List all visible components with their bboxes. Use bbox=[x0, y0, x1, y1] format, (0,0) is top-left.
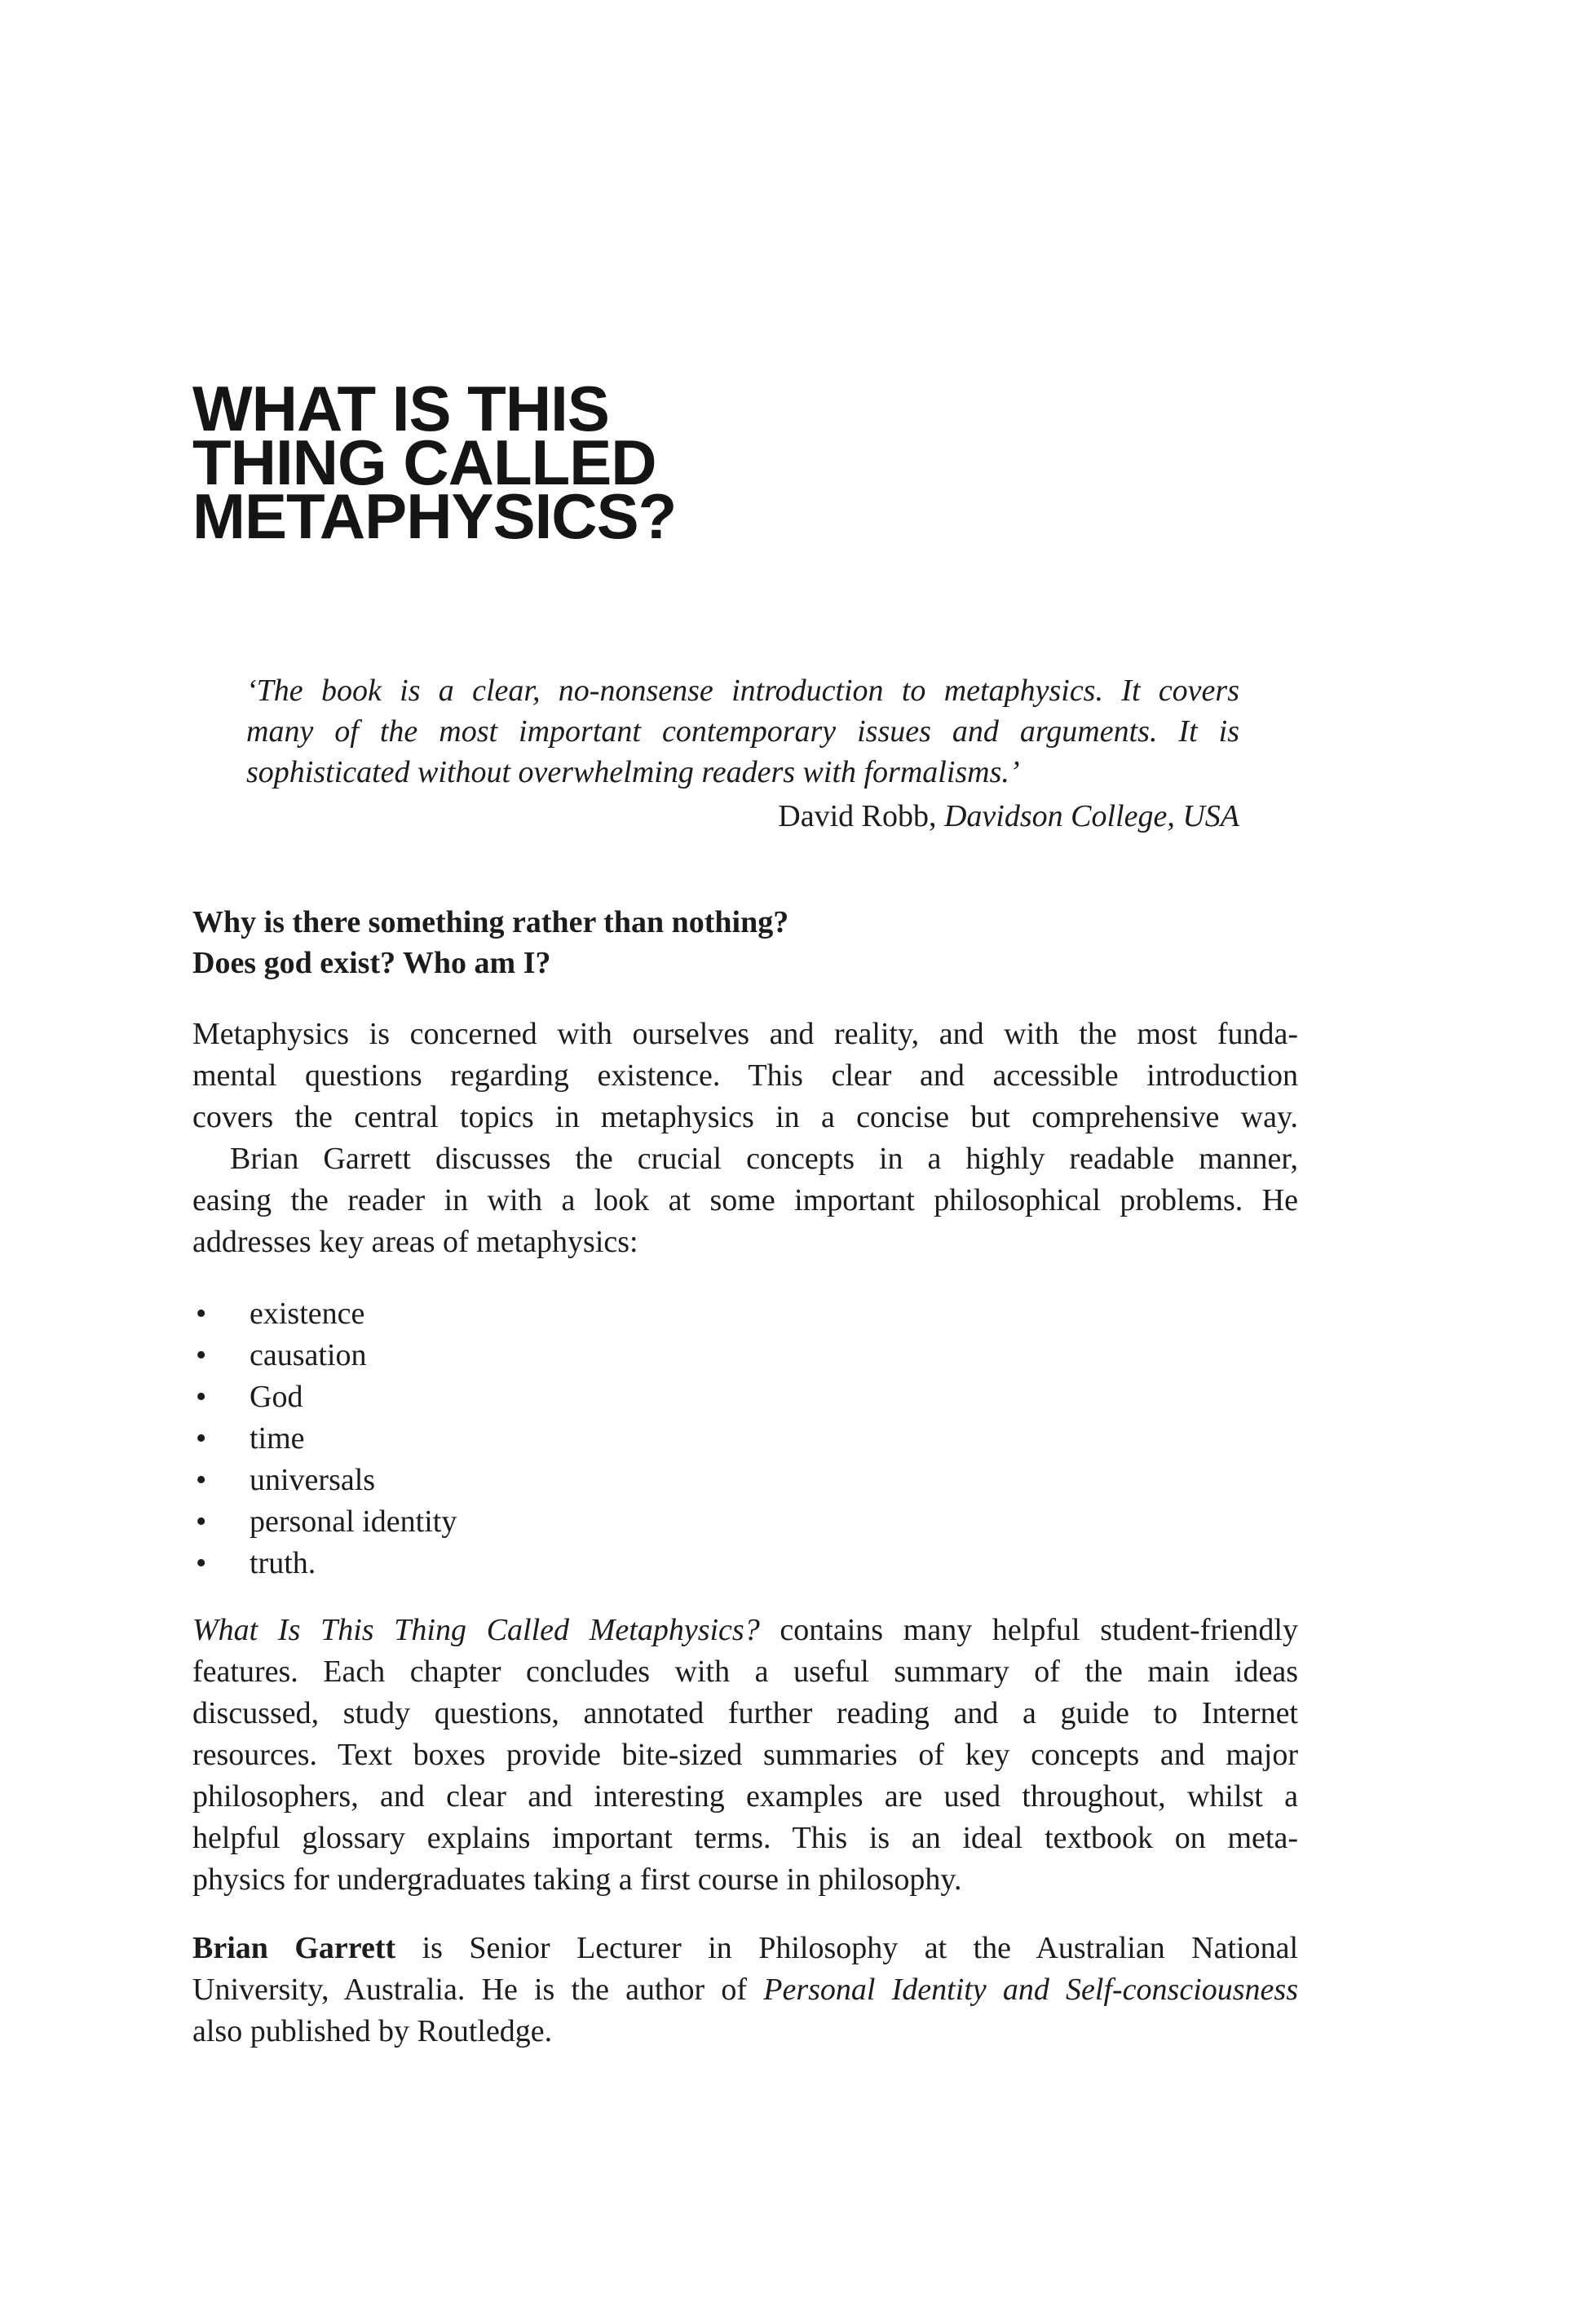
quote-line: sophisticated without overwhelming readers with formalisms.’ bbox=[246, 755, 1020, 789]
bullet-icon: • bbox=[196, 1546, 207, 1580]
list-item bbox=[192, 1335, 457, 1376]
list-item-label: time bbox=[250, 1421, 305, 1456]
list-item-label: truth. bbox=[250, 1546, 316, 1580]
features-paragraph bbox=[192, 1610, 1298, 1901]
list-item bbox=[192, 1376, 457, 1418]
text-line bbox=[192, 1928, 1298, 1969]
list-item-label: universals bbox=[250, 1463, 376, 1497]
bullet-icon: • bbox=[196, 1421, 207, 1456]
bullet-icon: • bbox=[196, 1338, 207, 1372]
text-line: resources. Text boxes provide bite-sized summaries of key concepts and major bbox=[192, 1738, 1298, 1772]
book-title-reference: What Is This Thing Called Metaphysics? bbox=[192, 1613, 760, 1647]
author-name: Brian Garrett bbox=[192, 1931, 396, 1965]
key-questions bbox=[192, 902, 1301, 983]
list-item-label: personal identity bbox=[250, 1504, 457, 1539]
author-bio bbox=[192, 1928, 1298, 2052]
list-item bbox=[192, 1543, 457, 1584]
quote-line: ‘The book is a clear, no-nonsense introduction to metaphysics. It covers bbox=[246, 674, 1239, 708]
bullet-icon: • bbox=[196, 1463, 207, 1497]
list-item-label: God bbox=[250, 1380, 303, 1414]
text-line bbox=[192, 1969, 1298, 2011]
topic-list bbox=[192, 1293, 457, 1584]
question-line: Why is there something rather than nothing? bbox=[192, 905, 789, 939]
text-fragment: is Senior Lecturer in Philosophy at the Australian National bbox=[395, 1931, 1299, 1965]
title-line: METAPHYSICS? bbox=[192, 480, 677, 552]
list-item bbox=[192, 1293, 457, 1335]
title-line: WHAT IS THIS bbox=[192, 373, 609, 444]
text-line: philosophers, and clear and interesting examples are used throughout, whilst a bbox=[192, 1779, 1298, 1814]
bullet-icon: • bbox=[196, 1297, 207, 1331]
title-line: THING CALLED bbox=[192, 426, 656, 498]
other-book-title: Personal Identity and Self-consciousness bbox=[763, 1973, 1298, 2007]
list-item bbox=[192, 1418, 457, 1460]
text-line: addresses key areas of metaphysics: bbox=[192, 1225, 638, 1259]
text-line: easing the reader in with a look at some important philosophical problems. He bbox=[192, 1183, 1298, 1217]
book-title bbox=[192, 373, 1171, 552]
bullet-icon: • bbox=[196, 1504, 207, 1539]
text-line: mental questions regarding existence. This clear and accessible introduction bbox=[192, 1058, 1298, 1093]
list-item bbox=[192, 1501, 457, 1543]
text-fragment: contains many helpful student-friendly bbox=[759, 1613, 1298, 1647]
quote-attribution bbox=[246, 796, 1239, 837]
text-line: Metaphysics is concerned with ourselves and reality, and with the most funda- bbox=[192, 1017, 1298, 1051]
list-item-label: existence bbox=[250, 1297, 365, 1331]
text-line: Brian Garrett discusses the crucial concepts in a highly readable manner, bbox=[230, 1142, 1298, 1176]
quote-affiliation: Davidson College, USA bbox=[943, 799, 1239, 833]
bullet-icon: • bbox=[196, 1380, 207, 1414]
question-line: Does god exist? Who am I? bbox=[192, 946, 551, 980]
text-fragment: University, Australia. He is the author of bbox=[192, 1973, 764, 2007]
quote-author: David Robb, bbox=[778, 799, 937, 833]
text-line: helpful glossary explains important terms. This is an ideal textbook on meta- bbox=[192, 1821, 1298, 1855]
review-quote bbox=[246, 670, 1239, 837]
quote-line: many of the most important contemporary issues and arguments. It is bbox=[246, 714, 1239, 749]
text-line: discussed, study questions, annotated further reading and a guide to Internet bbox=[192, 1696, 1298, 1730]
text-line: covers the central topics in metaphysics in a concise but comprehensive way. bbox=[192, 1100, 1298, 1134]
text-line: also published by Routledge. bbox=[192, 2014, 553, 2048]
list-item bbox=[192, 1460, 457, 1501]
text-line bbox=[192, 1610, 1298, 1651]
text-line: physics for undergraduates taking a first course in philosophy. bbox=[192, 1862, 962, 1897]
intro-paragraph bbox=[192, 1014, 1298, 1263]
list-item-label: causation bbox=[250, 1338, 367, 1372]
text-line: features. Each chapter concludes with a useful summary of the main ideas bbox=[192, 1655, 1298, 1689]
